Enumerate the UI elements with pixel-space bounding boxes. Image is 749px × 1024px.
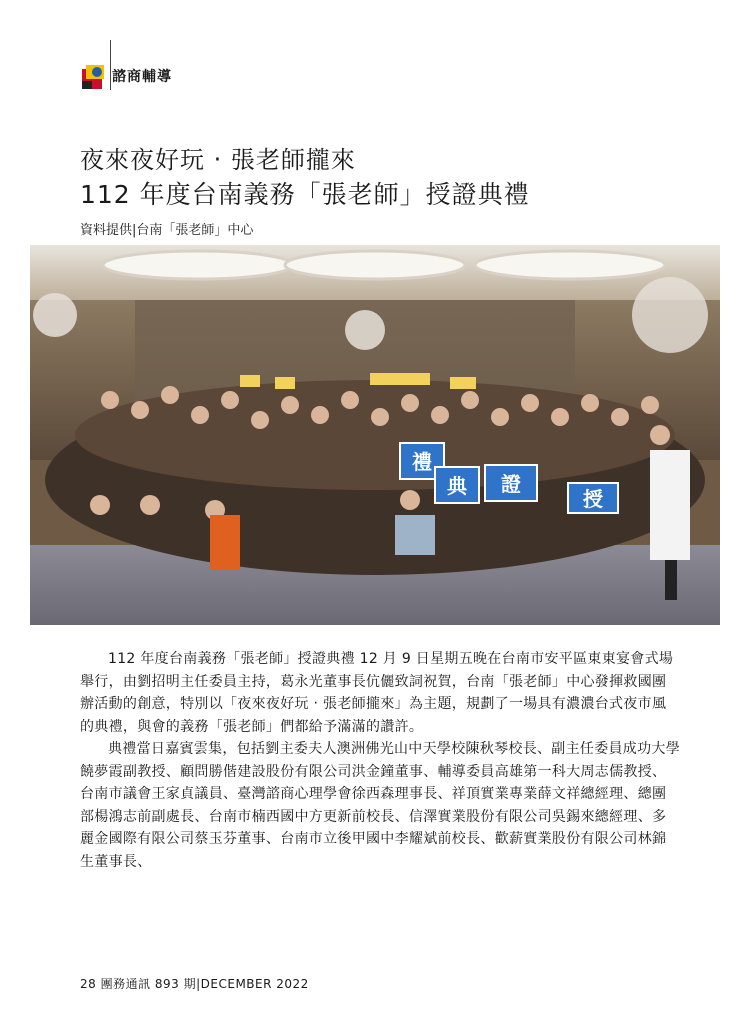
page-footer: 28 團務通訊 893 期|DECEMBER 2022 — [80, 977, 309, 991]
banner-char: 授 — [583, 487, 603, 511]
body-paragraph: 112 年度台南義務「張老師」授證典禮 12 月 9 日星期五晚在台南市安平區東東宴會式場舉行，由劉招明主任委員主持，葛永光董事長伉儷致詞祝賀，台南「張老師」中心發揮救國團辦活動的創意，特別以「夜來夜好玩 ‧ 張老師攏來」為主題，規劃了一場具有濃濃台式夜市風的典禮，與會的義務「張老師」們都給予滿滿的讚許。 — [80, 651, 674, 735]
article-credit: 資料提供|台南「張老師」中心 — [80, 223, 254, 238]
article-title-line2: 112 年度台南義務「張老師」授證典禮 — [80, 180, 530, 209]
counseling-logo-icon — [80, 63, 106, 91]
banner-char: 典 — [447, 474, 467, 498]
banner-card — [568, 483, 618, 513]
article-body — [80, 648, 680, 873]
banner-card — [485, 465, 537, 501]
section-rule — [110, 40, 111, 90]
banner-char: 證 — [501, 472, 521, 496]
banner-char: 禮 — [412, 450, 432, 474]
group-photo — [30, 245, 720, 625]
section-label: 諮商輔導 — [112, 69, 172, 85]
body-paragraph: 典禮當日嘉賓雲集，包括劉主委夫人澳洲佛光山中天學校陳秋琴校長、副主任委員成功大學饒夢霞副教授、顧問勝偕建設股份有限公司洪金鐘董事、輔導委員高雄第一科大周志儒教授、台南市議會王家貞議員、臺灣諮商心理學會徐西森理事長、祥頂實業專業薛文祥總經理、總團部楊鴻志前副處長、台南市楠西國中方更新前校長、信澤實業股份有限公司吳錫來總經理、多麗金國際有限公司蔡玉芬董事、台南市立後甲國中李耀斌前校長、歡薪實業股份有限公司林錦生董事長、 — [80, 741, 680, 870]
article-title-line1: 夜來夜好玩 ‧ 張老師攏來 — [80, 146, 356, 174]
banner-card — [435, 467, 479, 503]
